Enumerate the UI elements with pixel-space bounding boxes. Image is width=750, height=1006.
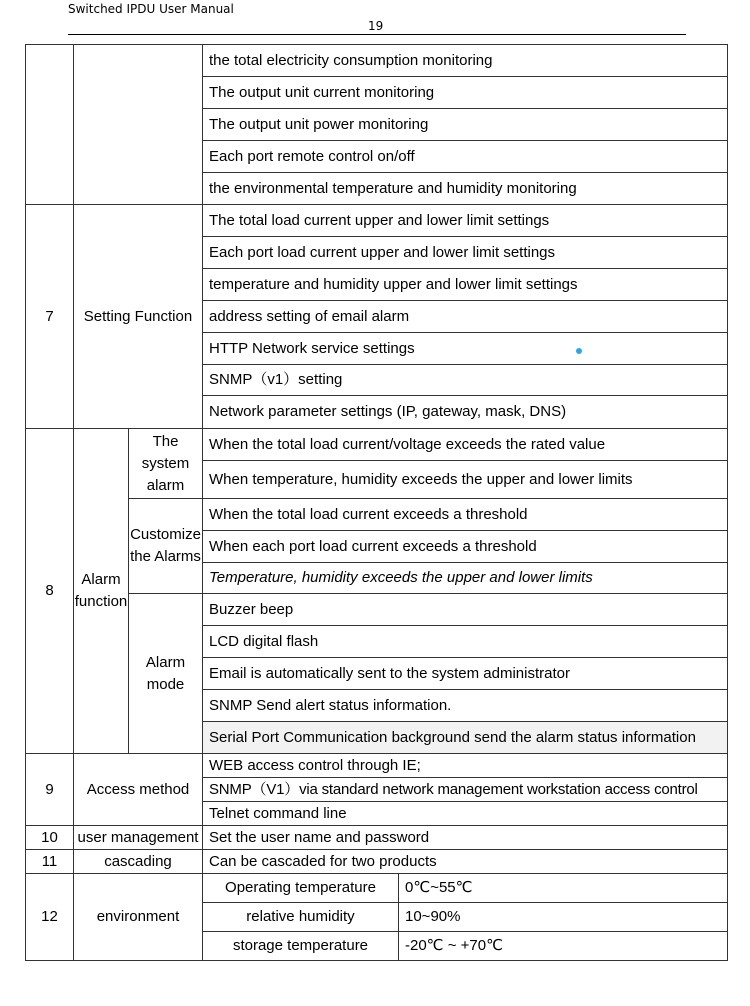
environment-label-cell: Operating temperature: [203, 874, 399, 903]
feature-cell: Buzzer beep: [203, 594, 728, 626]
feature-cell: Each port load current upper and lower limit settings: [203, 237, 728, 269]
category-cell: environment: [74, 874, 203, 961]
row-number-cell: 9: [26, 754, 74, 826]
feature-cell: The total load current upper and lower limit settings: [203, 205, 728, 237]
feature-cell: When the total load current/voltage exceeds the rated value: [203, 429, 728, 461]
row-number-cell: 12: [26, 874, 74, 961]
feature-cell: Each port remote control on/off: [203, 141, 728, 173]
table-row: [26, 874, 728, 903]
subcategory-cell: Alarm mode: [129, 594, 203, 754]
category-cell: user management: [74, 826, 203, 850]
header-divider: [68, 34, 686, 35]
feature-cell: Serial Port Communication background send the alarm status information: [203, 722, 728, 754]
table-row: [26, 429, 728, 461]
table-row: [26, 826, 728, 850]
feature-cell: temperature and humidity upper and lower limit settings: [203, 269, 728, 301]
document-header-title: Switched IPDU User Manual: [68, 2, 234, 16]
subcategory-cell: Customize the Alarms: [129, 499, 203, 594]
table-row: [26, 594, 728, 626]
page-number: 19: [368, 19, 384, 33]
feature-cell: When temperature, humidity exceeds the upper and lower limits: [203, 461, 728, 499]
table-row: [26, 850, 728, 874]
feature-cell: The output unit current monitoring: [203, 77, 728, 109]
feature-cell: Email is automatically sent to the system administrator: [203, 658, 728, 690]
category-cell: cascading: [74, 850, 203, 874]
table-row: [26, 499, 728, 531]
feature-cell: When the total load current exceeds a threshold: [203, 499, 728, 531]
feature-cell: Network parameter settings (IP, gateway, mask, DNS): [203, 396, 728, 429]
row-number-cell: 10: [26, 826, 74, 850]
feature-cell: Telnet command line: [203, 802, 728, 826]
feature-cell: HTTP Network service settings: [203, 333, 728, 365]
feature-cell: SNMP Send alert status information.: [203, 690, 728, 722]
category-cell: Alarm function: [74, 429, 129, 754]
feature-cell: LCD digital flash: [203, 626, 728, 658]
table-row: [26, 754, 728, 778]
environment-value-cell: 10~90%: [399, 903, 728, 932]
cursor-dot-marker: [576, 348, 582, 354]
environment-label-cell: relative humidity: [203, 903, 399, 932]
environment-value-cell: -20℃ ~ +70℃: [399, 932, 728, 961]
table-row: [26, 205, 728, 237]
feature-cell: Can be cascaded for two products: [203, 850, 728, 874]
feature-cell: the total electricity consumption monitoring: [203, 45, 728, 77]
feature-cell: SNMP（v1）setting: [203, 365, 728, 396]
environment-label-cell: storage temperature: [203, 932, 399, 961]
subcategory-cell: The system alarm: [129, 429, 203, 499]
row-number-cell: [26, 45, 74, 205]
row-number-cell: 11: [26, 850, 74, 874]
feature-cell: When each port load current exceeds a threshold: [203, 531, 728, 563]
environment-value-cell: 0℃~55℃: [399, 874, 728, 903]
feature-cell: the environmental temperature and humidity monitoring: [203, 173, 728, 205]
spec-table: [25, 44, 728, 961]
feature-cell: The output unit power monitoring: [203, 109, 728, 141]
row-number-cell: 7: [26, 205, 74, 429]
table-row: [26, 45, 728, 77]
feature-cell: Set the user name and password: [203, 826, 728, 850]
category-cell: Setting Function: [74, 205, 203, 429]
category-cell: Access method: [74, 754, 203, 826]
feature-cell: address setting of email alarm: [203, 301, 728, 333]
feature-cell: WEB access control through IE;: [203, 754, 728, 778]
row-number-cell: 8: [26, 429, 74, 754]
feature-cell: SNMP（V1）via standard network management workstation access control: [203, 778, 728, 802]
category-cell: [74, 45, 203, 205]
feature-cell: Temperature, humidity exceeds the upper and lower limits: [203, 563, 728, 594]
